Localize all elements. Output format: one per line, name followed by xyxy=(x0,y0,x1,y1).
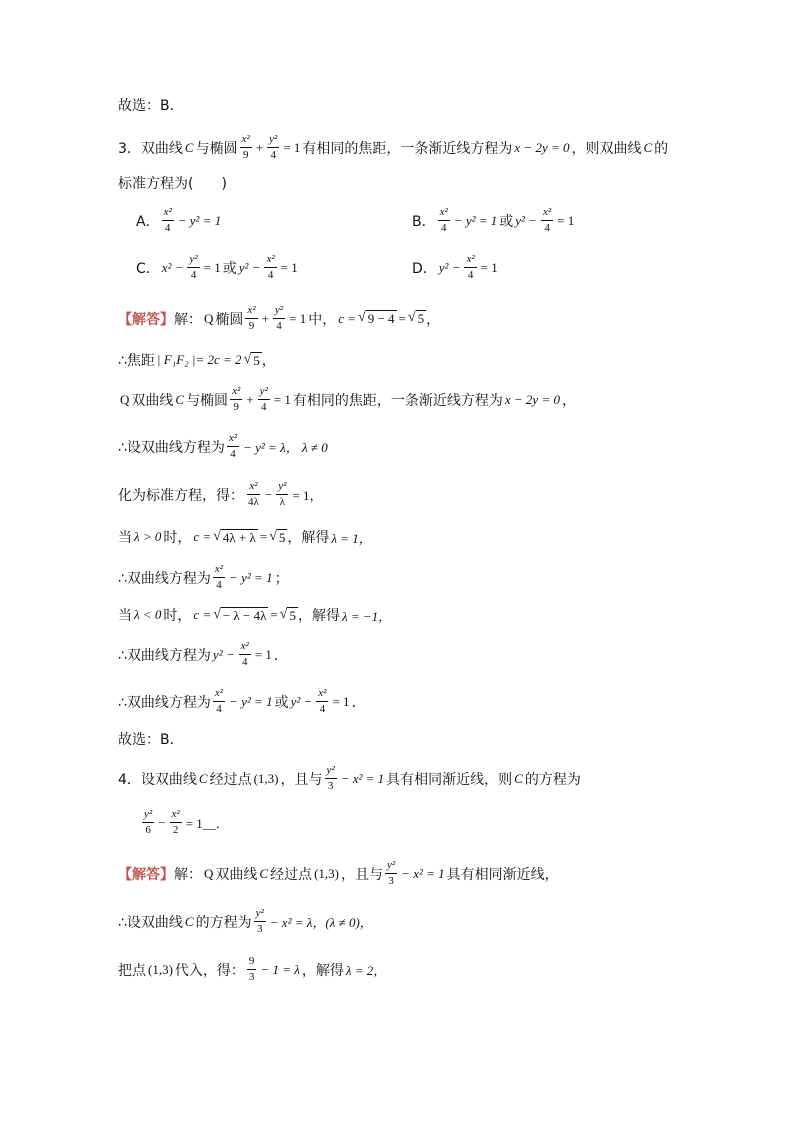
frac: $\frac{\text{y²}}{4}$ xyxy=(189,253,198,281)
because-symbol: Q xyxy=(120,391,130,407)
math: x² − xyxy=(161,259,184,275)
question-4-answer xyxy=(140,809,231,836)
eq: = 1 xyxy=(280,259,298,275)
or-text: 或 xyxy=(499,213,514,230)
solution-line-4 xyxy=(118,433,330,460)
math-C: C xyxy=(198,770,208,786)
frac: $\frac{\text{x²}}{4}$ xyxy=(466,253,475,281)
frac: $\frac{\text{x²}}{4}$ xyxy=(439,206,448,234)
eq: = 1 xyxy=(273,391,291,407)
sqrt: √ 5 xyxy=(407,310,425,326)
frac: $\frac{\text{y²}}{3}$ xyxy=(255,907,264,935)
solution-line-2 xyxy=(118,350,276,370)
text: 具有相同渐近线， xyxy=(446,866,559,883)
frac: $\frac{\text{x²}}{4}$ xyxy=(163,206,172,234)
text: ，解得 xyxy=(287,530,330,546)
math: λ > 0 xyxy=(134,529,162,544)
frac: $\frac{\text{y²}}{6}$ xyxy=(144,808,153,836)
period: ． xyxy=(273,647,288,664)
solution-line-10 xyxy=(118,688,366,715)
math: − y² = 1 xyxy=(229,693,273,709)
comma: ， xyxy=(561,392,576,409)
q3-text: 3．双曲线 xyxy=(118,140,183,157)
because-symbol: Q xyxy=(204,310,214,326)
math-C: C xyxy=(184,139,194,155)
solution-line-9 xyxy=(118,641,288,668)
q4-text: 的方程为 xyxy=(524,771,581,788)
frac: $\frac{\text{x²}}{4}$ xyxy=(542,206,552,234)
frac: $\frac{\text{x²}}{9}$ xyxy=(232,385,241,413)
math: y² − xyxy=(438,259,461,275)
eq: = xyxy=(259,529,268,544)
answer-line xyxy=(118,729,184,749)
option-b xyxy=(412,207,576,234)
minus: − xyxy=(264,486,273,502)
question-3-line2 xyxy=(118,173,227,193)
plus: + xyxy=(246,391,254,407)
q4-solution-line-1 xyxy=(118,860,559,887)
text: ，解得 xyxy=(297,608,340,624)
period: ． xyxy=(351,694,366,711)
frac: $\frac{\text{y²}}{4}$ xyxy=(259,385,268,413)
frac-x2-9: $\frac{\text{x²}}{9}$ xyxy=(241,133,250,161)
eq: = 1 xyxy=(254,646,272,662)
text: 中， xyxy=(308,311,337,328)
eq: = xyxy=(398,310,406,326)
text: 椭圆 xyxy=(215,311,244,328)
eq: = xyxy=(270,607,278,622)
math: | F₁F₂ |= 2c = 2 xyxy=(156,352,242,367)
text: 解： xyxy=(174,311,202,328)
q3-text: 与椭圆 xyxy=(195,140,238,157)
math: c = xyxy=(338,310,356,326)
frac: $\frac{\text{x²}}{4}$ xyxy=(240,640,249,668)
frac: $\frac{9}{3}$ xyxy=(248,955,255,983)
frac: $\frac{\text{x²}}{2}$ xyxy=(171,808,180,836)
q3-text: 的 xyxy=(654,140,669,157)
q3-text: 有相同的焦距，一条渐近线方程为 xyxy=(302,140,513,157)
text: 当 xyxy=(118,608,132,624)
solution-line-8 xyxy=(118,605,393,625)
math: − x² = λ，(λ ≠ 0)， xyxy=(269,915,373,930)
math: − x² = 1 xyxy=(340,770,385,786)
text: ∴焦距 xyxy=(118,353,155,369)
q4-text: ，且与 xyxy=(280,771,323,788)
q4-text: 具有相同渐近线，则 xyxy=(386,771,513,788)
frac: $\frac{\text{x²}}{4}$ xyxy=(214,563,224,591)
eq: = 1， xyxy=(292,488,323,503)
math: y² − xyxy=(290,693,313,709)
math: y² − xyxy=(515,212,537,228)
solution-line-5 xyxy=(118,481,324,508)
option-label: C． xyxy=(136,260,160,277)
frac: $\frac{\text{y²}}{4}$ xyxy=(274,304,284,332)
math: y² − xyxy=(212,646,235,662)
math: − y² = 1 xyxy=(177,212,222,228)
frac-y2-4: $\frac{\text{y²}}{4}$ xyxy=(269,133,278,161)
frac: $\frac{\text{x²}}{4}$ xyxy=(266,253,275,281)
math: λ = −1， xyxy=(341,608,392,624)
text: 化为标准方程，得： xyxy=(118,487,244,504)
question-3-line1 xyxy=(118,134,668,161)
solution-tag: 【解答】 xyxy=(118,866,174,883)
answer-text: 故选：B． xyxy=(118,732,184,748)
text: ，解得 xyxy=(301,962,344,979)
solution-line-7 xyxy=(118,564,289,591)
option-label: D． xyxy=(412,260,437,277)
option-d xyxy=(412,254,500,281)
solution-tag: 【解答】 xyxy=(118,311,174,328)
text: ，且与 xyxy=(340,866,383,883)
math: y² − xyxy=(238,259,261,275)
text: 双曲线 xyxy=(215,866,258,883)
point: (1,3) xyxy=(253,770,279,786)
text: 代入，得： xyxy=(174,962,245,979)
text: 与椭圆 xyxy=(186,392,229,409)
text: ∴双曲线方程为 xyxy=(118,647,211,664)
solution-line-3 xyxy=(118,386,576,413)
math-C: C xyxy=(643,139,653,155)
answer-line-prev xyxy=(118,95,184,115)
q4-text: 4．设双曲线 xyxy=(118,771,197,788)
point: (1,3) xyxy=(314,865,339,881)
eq: = 1 xyxy=(203,259,221,275)
frac: $\frac{\text{x²}}{4\lambda}$ xyxy=(248,480,259,508)
solution-line-1 xyxy=(118,305,440,332)
answer-text: 故选：B． xyxy=(118,98,184,114)
text: ∴双曲线方程为 xyxy=(118,694,211,711)
q3-text: ，则双曲线 xyxy=(571,140,642,157)
frac: $\frac{\text{x²}}{9}$ xyxy=(247,304,256,332)
frac: $\frac{\text{x²}}{4}$ xyxy=(228,432,238,460)
comma: ， xyxy=(426,311,441,328)
sqrt: √ 4λ + λ xyxy=(213,528,256,545)
text: ∴双曲线方程为 xyxy=(118,570,211,587)
sqrt: √ 9 − 4 xyxy=(358,310,395,326)
math-C: C xyxy=(259,865,269,881)
text: 的方程为 xyxy=(195,914,252,931)
frac: $\frac{\text{x²}}{4}$ xyxy=(214,687,224,715)
because-symbol: Q xyxy=(204,865,214,881)
frac: $\frac{\text{x²}}{4}$ xyxy=(318,687,327,715)
math: x − 2y = 0 xyxy=(504,391,560,407)
eq: = 1 xyxy=(557,212,575,228)
math-C: C xyxy=(175,391,185,407)
math: c = xyxy=(193,607,212,622)
frac: $\frac{\text{y²}}{\lambda}$ xyxy=(278,480,287,508)
eq: = 1 xyxy=(289,310,307,326)
text: 当 xyxy=(118,530,132,546)
option-a xyxy=(136,207,223,234)
sqrt: √ − λ − 4λ xyxy=(213,606,267,623)
math-C: C xyxy=(514,770,523,786)
or-text: 或 xyxy=(274,694,289,711)
question-4-line1 xyxy=(118,765,581,792)
text: ∴设双曲线方程为 xyxy=(118,439,225,456)
plus: + xyxy=(261,310,269,326)
sqrt: √ 5 xyxy=(243,351,260,368)
q3-text: 标准方程为( ) xyxy=(118,176,227,192)
math-C: C xyxy=(184,913,194,929)
text: 把点 xyxy=(118,962,146,979)
point: (1,3) xyxy=(148,961,173,977)
text: ∴设双曲线 xyxy=(118,914,183,931)
semicolon: ； xyxy=(274,570,289,587)
math: λ = 1， xyxy=(331,530,372,546)
math: λ = 2， xyxy=(345,963,387,978)
math: − y² = 1 xyxy=(453,212,498,228)
frac: $\frac{\text{y²}}{3}$ xyxy=(386,859,396,887)
answer-blank: = 1__． xyxy=(185,816,229,831)
math: − y² = λ， λ ≠ 0 xyxy=(243,440,328,455)
eq: = 1 xyxy=(283,139,301,155)
minus: − xyxy=(158,814,166,830)
text: 有相同的焦距，一条渐近线方程为 xyxy=(292,392,503,409)
math: c = xyxy=(193,529,212,544)
plus: + xyxy=(255,139,264,155)
text: 时， xyxy=(163,608,192,624)
math: − 1 = λ xyxy=(260,961,300,977)
text: 经过点 xyxy=(270,866,313,883)
math: − y² = 1 xyxy=(229,569,273,585)
sqrt: √ 5 xyxy=(279,606,296,623)
option-c xyxy=(136,254,300,281)
q4-solution-line-2 xyxy=(118,908,375,935)
option-label: B． xyxy=(412,213,436,230)
math: λ < 0 xyxy=(134,607,162,622)
q4-text: 经过点 xyxy=(209,771,252,788)
asymptote: x − 2y = 0 xyxy=(514,139,570,155)
comma: ， xyxy=(261,353,276,369)
text: 解： xyxy=(174,866,202,883)
math: − x² = 1 xyxy=(401,865,445,881)
or-text: 或 xyxy=(222,260,237,277)
text: 时， xyxy=(163,530,192,546)
sqrt: √ 5 xyxy=(269,528,286,545)
q4-solution-line-3 xyxy=(118,956,388,983)
text: 双曲线 xyxy=(131,392,174,409)
eq: = 1 xyxy=(332,693,350,709)
eq: = 1 xyxy=(480,259,498,275)
option-label: A． xyxy=(136,213,160,230)
solution-line-6 xyxy=(118,527,374,547)
frac: $\frac{\text{y²}}{3}$ xyxy=(326,764,335,792)
